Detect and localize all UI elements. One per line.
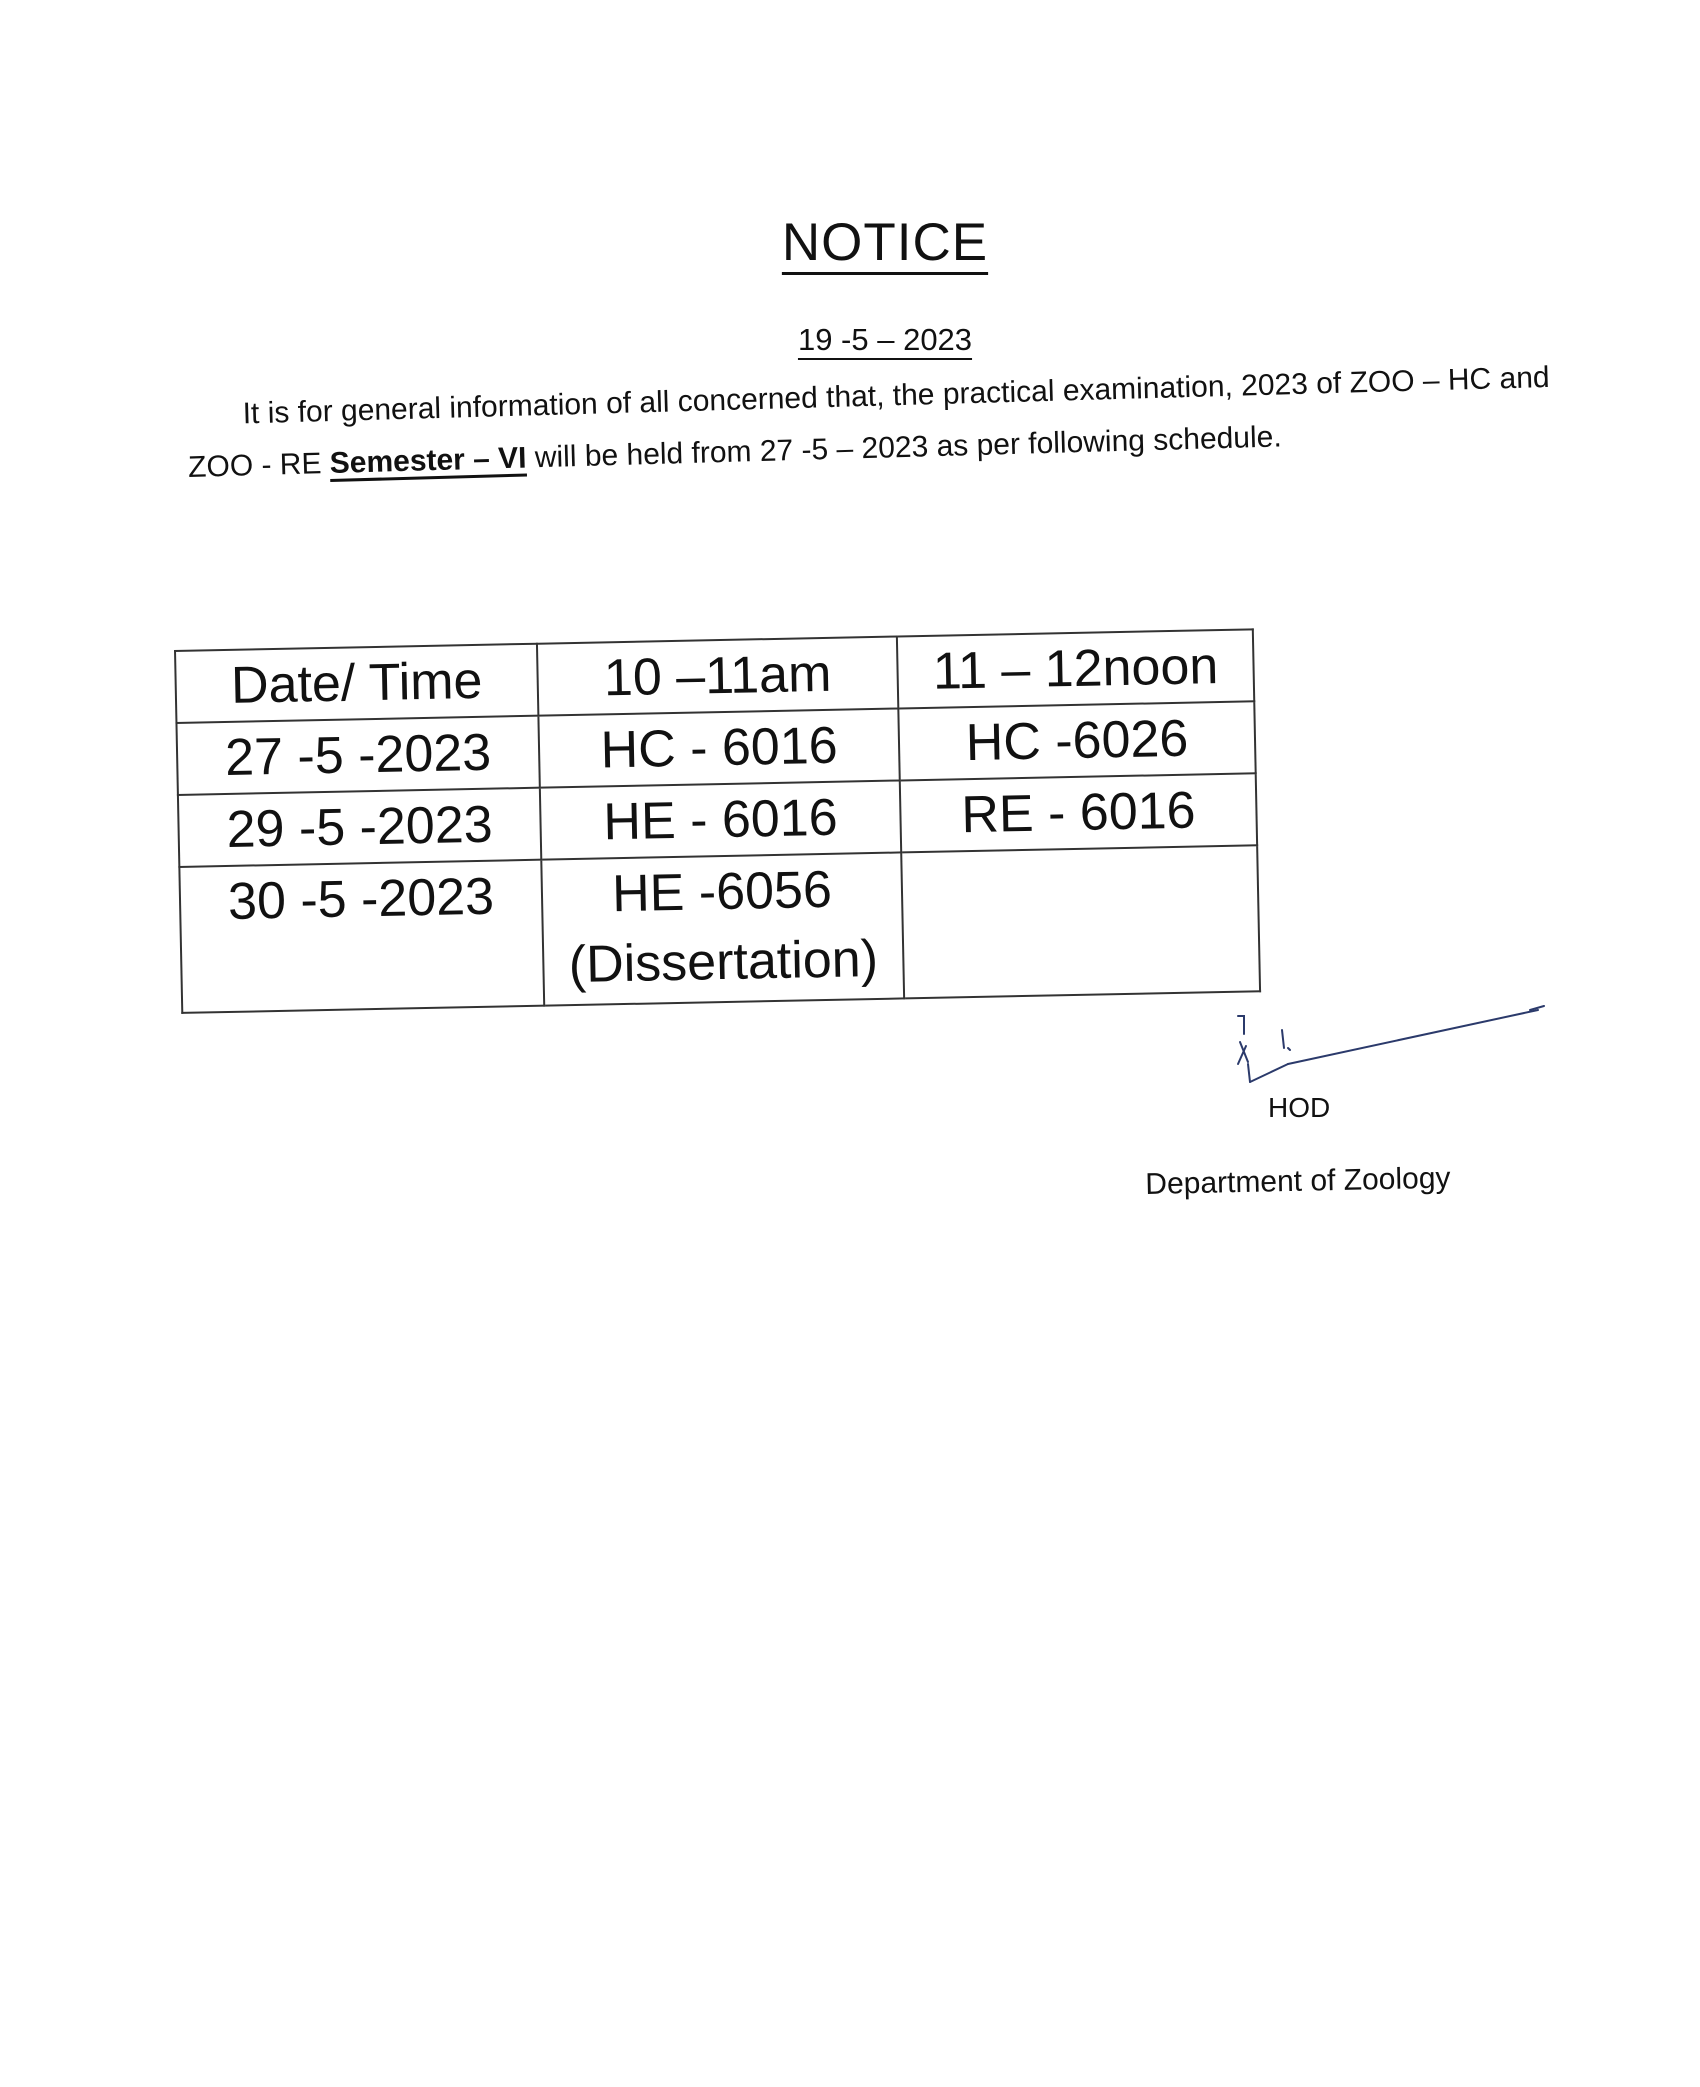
notice-date: [0, 322, 1700, 358]
row-date: 30 -5 -2023: [179, 860, 544, 1013]
semester-label: Semester – VI: [329, 441, 527, 481]
header-date-time: Date/ Time: [175, 644, 538, 723]
notice-title: [0, 212, 1700, 273]
notice-title-text: NOTICE: [781, 213, 989, 272]
header-slot-1: 10 –11am: [537, 636, 898, 715]
row-slot-1-code: HE -6056: [611, 860, 833, 924]
row-slot-2: RE - 6016: [900, 773, 1257, 852]
department-label: Department of Zoology: [1145, 1161, 1451, 1201]
row-date: 29 -5 -2023: [178, 788, 541, 867]
row-date: 27 -5 -2023: [176, 716, 539, 795]
header-slot-2: 11 – 12noon: [897, 629, 1254, 708]
table-row: [179, 845, 1260, 1013]
paragraph-indent: [187, 423, 243, 425]
notice-body: [186, 351, 1568, 493]
notice-body-part2: will be held from 27 -5 – 2023 as per following schedule.: [526, 420, 1283, 475]
row-slot-1: HE - 6016: [540, 780, 901, 859]
row-slot-2: [901, 845, 1260, 998]
row-slot-1: HC - 6016: [538, 708, 899, 787]
hod-label: HOD: [1268, 1092, 1331, 1123]
notice-body-part1: It is for general information of all concerned that, the practical examination, 2023 of ZOO – HC and ZOO - RE: [187, 360, 1551, 484]
row-slot-2: HC -6026: [898, 701, 1255, 780]
row-slot-1-note: (Dissertation): [568, 929, 879, 995]
row-slot-1-multiline: [541, 852, 904, 1005]
exam-schedule-table: [174, 628, 1261, 1014]
notice-date-text: 19 -5 – 2023: [797, 322, 973, 357]
